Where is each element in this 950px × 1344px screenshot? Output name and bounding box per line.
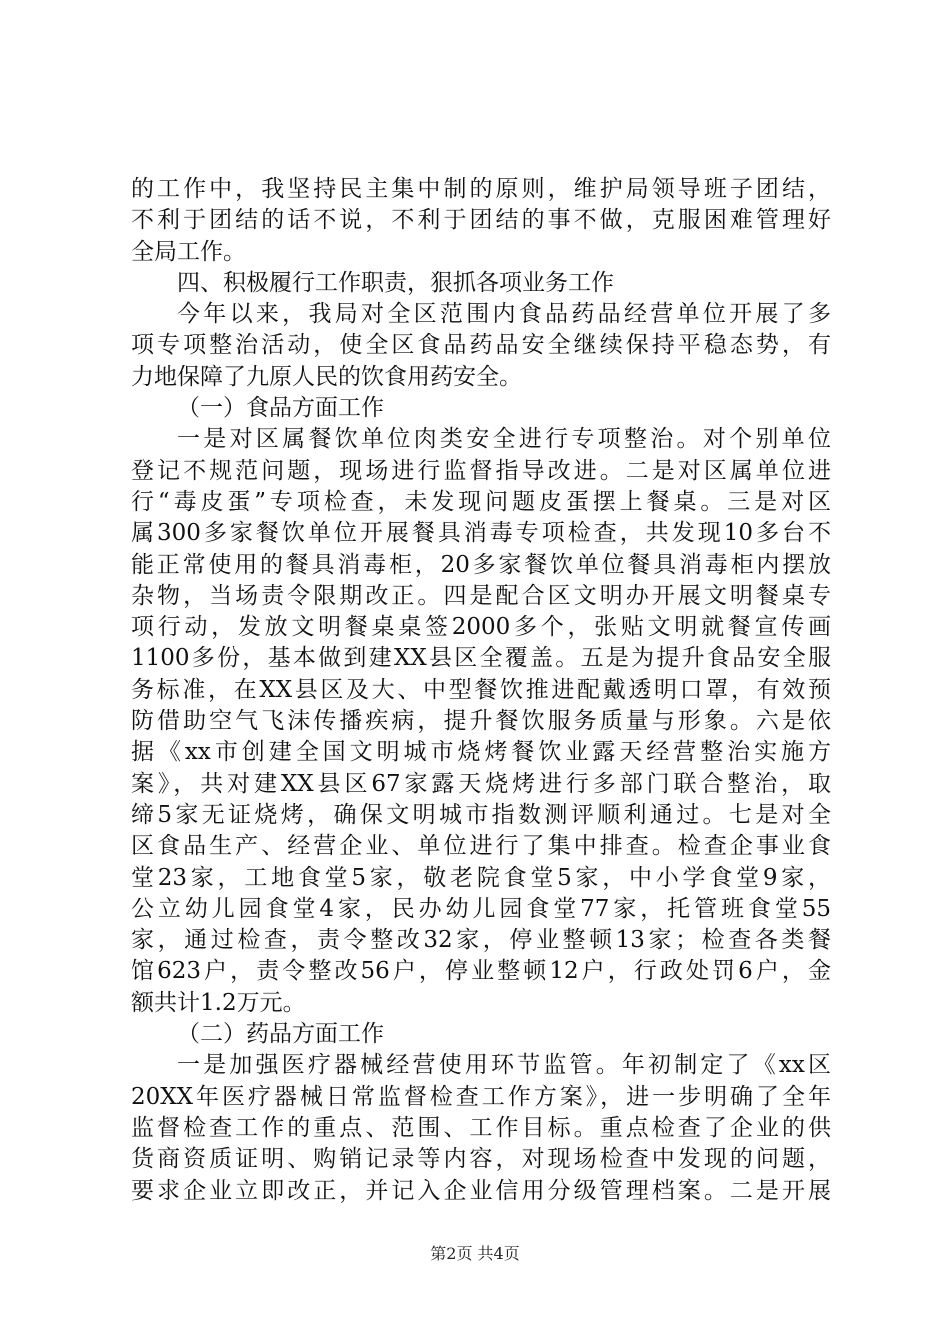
section-heading: （二）药品方面工作 [177, 1021, 384, 1048]
text-line: 不利于团结的话不说，不利于团结的事不做，克服困难管理好 [131, 207, 831, 234]
text-line: 缔5家无证烧烤，确保文明城市指数测评顺利通过。七是对全 [131, 801, 831, 828]
text-line: 要求企业立即改正，并记入企业信用分级管理档案。二是开展 [131, 1177, 831, 1204]
text-line: 一是加强医疗器械经营使用环节监管。年初制定了《xx区 [177, 1052, 831, 1079]
text-line: 堂23家，工地食堂5家，敬老院食堂5家，中小学食堂9家， [131, 864, 831, 891]
text-line: 项行动，发放文明餐桌桌签2000多个，张贴文明就餐宣传画 [131, 614, 831, 641]
text-line: 务标准，在XX县区及大、中型餐饮推进配戴透明口罩，有效预 [131, 676, 831, 703]
text-line: 行“毒皮蛋”专项检查，未发现问题皮蛋摆上餐桌。三是对区 [131, 488, 831, 515]
text-line: 属300多家餐饮单位开展餐具消毒专项检查，共发现10多台不 [131, 520, 831, 547]
text-line: 监督检查工作的重点、范围、工作目标。重点检查了企业的供 [131, 1114, 831, 1141]
page-footer: 第2页 共4页 [430, 1244, 520, 1263]
text-line: 项专项整治活动，使全区食品药品安全继续保持平稳态势，有 [131, 332, 831, 359]
text-line: 能正常使用的餐具消毒柜，20多家餐饮单位餐具消毒柜内摆放 [131, 551, 831, 578]
text-line: 家，通过检查，责令整改32家，停业整顿13家；检查各类餐 [131, 927, 831, 954]
text-line: 杂物，当场责令限期改正。四是配合区文明办开展文明餐桌专 [131, 582, 831, 609]
section-heading: 四、积极履行工作职责，狠抓各项业务工作 [177, 269, 614, 296]
text-line: 馆623户，责令整改56户，停业整顿12户，行政处罚6户，金 [131, 958, 831, 985]
text-line: 据《xx市创建全国文明城市烧烤餐饮业露天经营整治实施方 [131, 739, 831, 766]
text-line: 防借助空气飞沫传播疾病，提升餐饮服务质量与形象。六是依 [131, 708, 831, 735]
section-heading: （一）食品方面工作 [177, 395, 384, 422]
text-line: 登记不规范问题，现场进行监督指导改进。二是对区属单位进 [131, 457, 831, 484]
text-line: 货商资质证明、购销记录等内容，对现场检查中发现的问题， [131, 1146, 831, 1173]
text-line: 1100多份，基本做到建XX县区全覆盖。五是为提升食品安全服 [131, 645, 831, 672]
text-line: 的工作中，我坚持民主集中制的原则，维护局领导班子团结， [131, 176, 831, 202]
text-line: 案》，共对建XX县区67家露天烧烤进行多部门联合整治，取 [131, 770, 831, 797]
text-line: 额共计1.2万元。 [131, 989, 306, 1016]
text-line: 一是对区属餐饮单位肉类安全进行专项整治。对个别单位 [177, 426, 831, 453]
text-line: 20XX年医疗器械日常监督检查工作方案》，进一步明确了全年 [131, 1083, 831, 1110]
document-body [131, 174, 831, 1207]
text-line: 力地保障了九原人民的饮食用药安全。 [131, 363, 522, 390]
text-line: 全局工作。 [131, 238, 246, 265]
text-line: 今年以来，我局对全区范围内食品药品经营单位开展了多 [177, 301, 831, 328]
text-line: 区食品生产、经营企业、单位进行了集中排查。检查企事业食 [131, 833, 831, 860]
text-line: 公立幼儿园食堂4家，民办幼儿园食堂77家，托管班食堂55 [131, 895, 831, 922]
